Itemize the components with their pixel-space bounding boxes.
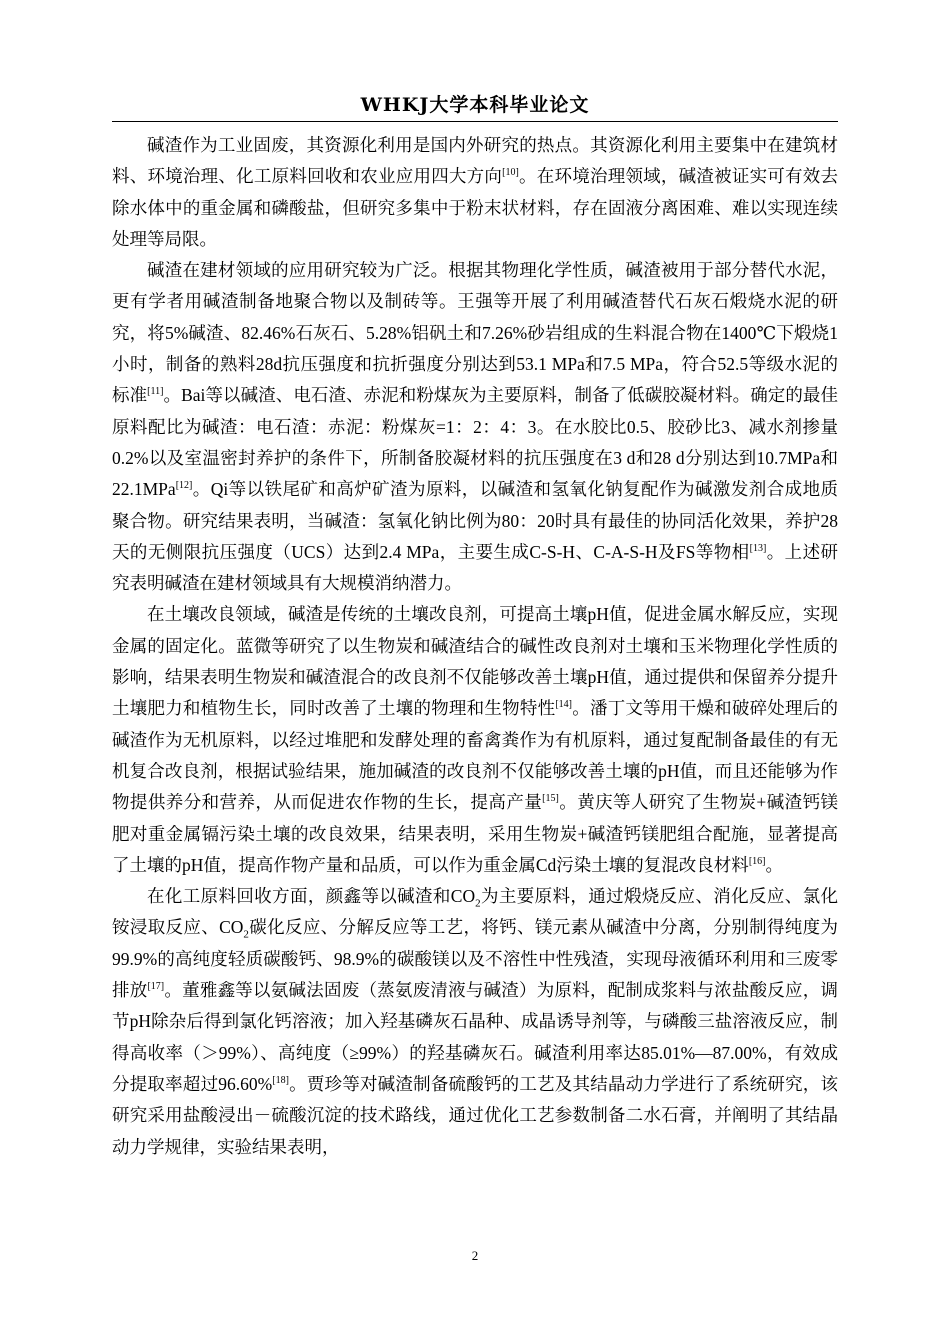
paragraph [112, 130, 838, 255]
paragraph-text: 在化工原料回收方面，颜鑫等以碱渣和CO [147, 886, 476, 907]
page-number: 2 [471, 1248, 479, 1263]
paragraph-text: 。在环境治理领域，碱渣被证实可有效去除水体中的重金属和磷酸盐，但研究多集中于粉末状材料，存在固液分离困难、难以实现连续处理等局限。 [112, 166, 839, 249]
paragraph-text: 。 [765, 854, 783, 875]
citation-ref: [17] [147, 981, 165, 993]
citation-ref: [18] [272, 1075, 289, 1087]
paragraph-text: 在土壤改良领域，碱渣是传统的土壤改良剂，可提高土壤pH值，促进金属水解反应，实现金属的固定化。蓝微等研究了以生物炭和碱渣结合的碱性改良剂对土壤和玉米物理化学性质的影响，结果表明生物炭和碱渣混合的改良剂不仅能够改善土壤pH值，通过提供和保留养分提升土壤肥力和植物生长，同时改善了土壤的物理和生物特性 [112, 604, 838, 719]
subscript: 2 [243, 928, 249, 941]
citation-ref: [13] [749, 543, 767, 555]
subscript: 2 [475, 897, 481, 910]
paragraph-text: 碱渣作为工业固废，其资源化利用是国内外研究的热点。其资源化利用主要集中在建筑材料、环境治理、化工原料回收和农业应用四大方向 [112, 135, 838, 187]
page-header-title: WHKJ大学本科毕业论文 [360, 94, 590, 116]
paragraph-text: 。Qi等以铁尾矿和高炉矿渣为原料，以碱渣和氢氧化钠复配作为碱激发剂合成地质聚合物。研究结果表明，当碱渣：氢氧化钠比例为80：20时具有最佳的协同活化效果，养护28天的无侧限抗压强度（UCS）达到2.4 MPa，主要生成C-S-H、C-A-S-H及FS等物相 [112, 479, 838, 562]
paragraph-text: 。黄庆等人研究了生物炭+碱渣钙镁肥对重金属镉污染土壤的改良效果，结果表明，采用生物炭+碱渣钙镁肥组合配施，显著提高了土壤的pH值，提高作物产量和品质，可以作为重金属Cd污染土壤的复混改良材料 [112, 792, 838, 875]
citation-ref: [15] [542, 793, 559, 805]
paragraph [112, 881, 838, 1163]
paragraph-text: 。上述研究表明碱渣在建材领域具有大规模消纳潜力。 [112, 541, 838, 594]
body-text [112, 130, 838, 1163]
paragraph-text: 碱渣在建材领域的应用研究较为广泛。根据其物理化学性质，碱渣被用于部分替代水泥，更有学者用碱渣制备地聚合物以及制砖等。王强等开展了利用碱渣替代石灰石煅烧水泥的研究，将5%碱渣、82.46%石灰石、5.28%铝矾土和7.26%砂岩组成的生料混合物在1400℃下煅烧1小时，制备的熟料28d抗压强度和抗折强度分别达到53.1 MPa和7.5 MPa，符合52.5等级水泥的标准 [112, 260, 838, 406]
header-divider [112, 121, 838, 122]
paragraph-text: 。董雅鑫等以氨碱法固废（蒸氨废清液与碱渣）为原料，配制成浆料与浓盐酸反应，调节pH除杂后得到氯化钙溶液；加入羟基磷灰石晶种、成晶诱导剂等，与磷酸三盐溶液反应，制得高收率（＞99%）、高纯度（≥99%）的羟基磷灰石。碱渣利用率达85.01%—87.00%，有效成分提取率超过96.60% [112, 980, 838, 1094]
citation-ref: [14] [555, 699, 572, 711]
citation-ref: [10] [502, 167, 519, 179]
paragraph-text: 为主要原料，通过煅烧反应、消化反应、氯化铵浸取反应、CO [112, 886, 839, 938]
paragraph [112, 255, 838, 599]
paragraph-text: 。潘丁文等用干燥和破碎处理后的碱渣作为无机原料，以经过堆肥和发酵处理的畜禽粪作为有机原料，通过复配制备最佳的有无机复合改良剂，根据试验结果，施加碱渣的改良剂不仅能够改善土壤的pH值，而且还能够为作物提供养分和营养，从而促进农作物的生长，提高产量 [112, 698, 838, 813]
citation-ref: [16] [748, 856, 766, 867]
paragraph-text: 碳化反应、分解反应等工艺，将钙、镁元素从碱渣中分离，分别制得纯度为99.9%的高纯度轻质碳酸钙、98.9%的碳酸镁以及不溶性中性残渣，实现母液循环利用和三废零排放 [112, 917, 839, 1001]
paragraph-text: 。Bai等以碱渣、电石渣、赤泥和粉煤灰为主要原料，制备了低碳胶凝材料。确定的最佳原料配比为碱渣：电石渣：赤泥：粉煤灰=1：2：4：3。在水胶比0.5、胶砂比3、减水剂掺量0.2%以及室温密封养护的条件下，所制备胶凝材料的抗压强度在3 d和28 d分别达到10.7MPa和22.1MPa [112, 385, 838, 500]
citation-ref: [12] [175, 480, 193, 492]
paragraph-text: 。贾珍等对碱渣制备硫酸钙的工艺及其结晶动力学进行了系统研究，该研究采用盐酸浸出－硫酸沉淀的技术路线，通过优化工艺参数制备二水石膏，并阐明了其结晶动力学规律，实验结果表明， [112, 1073, 839, 1157]
paragraph [112, 599, 838, 881]
citation-ref: [11] [147, 386, 164, 398]
